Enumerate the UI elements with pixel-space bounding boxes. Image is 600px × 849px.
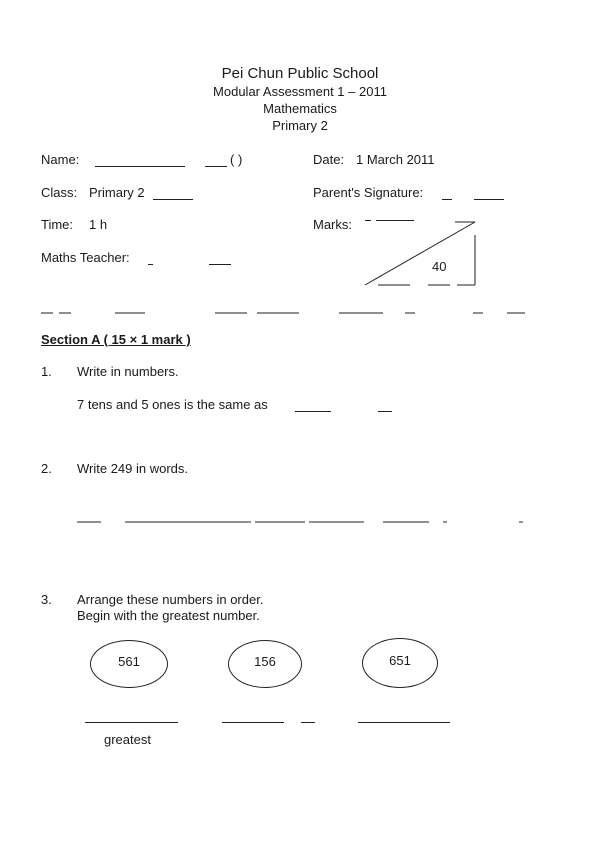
signature-field[interactable]	[442, 199, 452, 200]
register-number-paren[interactable]: ( )	[230, 152, 243, 167]
question-3-number: 3.	[41, 592, 52, 607]
question-2-prompt: Write 249 in words.	[77, 461, 189, 476]
marks-label: Marks:	[313, 217, 352, 232]
signature-field-extra	[474, 199, 504, 200]
date-label: Date:	[313, 152, 345, 167]
school-name: Pei Chun Public School	[221, 65, 379, 82]
number-oval-1-value: 561	[118, 654, 140, 669]
section-title: Section A ( 15 × 1 mark )	[41, 332, 191, 347]
time-label: Time:	[41, 217, 74, 232]
order-answer-field-3[interactable]	[358, 722, 450, 723]
marks-box	[360, 215, 485, 295]
total-marks: 40	[432, 259, 447, 274]
question-1-number: 1.	[41, 364, 52, 379]
name-label: Name:	[41, 152, 80, 167]
number-oval-2-value: 156	[254, 654, 276, 669]
question-1-answer-field[interactable]	[295, 411, 331, 412]
name-field[interactable]	[95, 166, 185, 167]
order-answer-field-2-end	[301, 722, 315, 723]
separator-line	[41, 312, 531, 316]
number-oval-3-value: 651	[389, 653, 411, 668]
name-field-extra	[205, 166, 227, 167]
assessment-title: Modular Assessment 1 – 2011	[213, 84, 387, 99]
question-1-answer-field-end	[378, 411, 392, 412]
class-field[interactable]	[153, 199, 193, 200]
time-value: 1 h	[89, 217, 108, 232]
question-3-prompt-2: Begin with the greatest number.	[77, 608, 260, 623]
question-2-number: 2.	[41, 461, 52, 476]
question-2-answer-field[interactable]	[77, 521, 527, 525]
teacher-field-dot	[148, 264, 153, 265]
question-1-body: 7 tens and 5 ones is the same as	[77, 397, 268, 412]
subject-title: Mathematics	[263, 101, 337, 116]
greatest-label: greatest	[104, 732, 151, 747]
class-label: Class:	[41, 185, 78, 200]
teacher-field[interactable]	[209, 264, 231, 265]
order-answer-field-1[interactable]	[85, 722, 178, 723]
date-value: 1 March 2011	[356, 152, 435, 167]
question-3-prompt: Arrange these numbers in order.	[77, 592, 264, 607]
class-value: Primary 2	[89, 185, 145, 200]
teacher-label: Maths Teacher:	[41, 250, 130, 265]
order-answer-field-2[interactable]	[222, 722, 284, 723]
level-title: Primary 2	[272, 118, 328, 133]
question-1-prompt: Write in numbers.	[77, 364, 179, 379]
signature-label: Parent's Signature:	[313, 185, 424, 200]
